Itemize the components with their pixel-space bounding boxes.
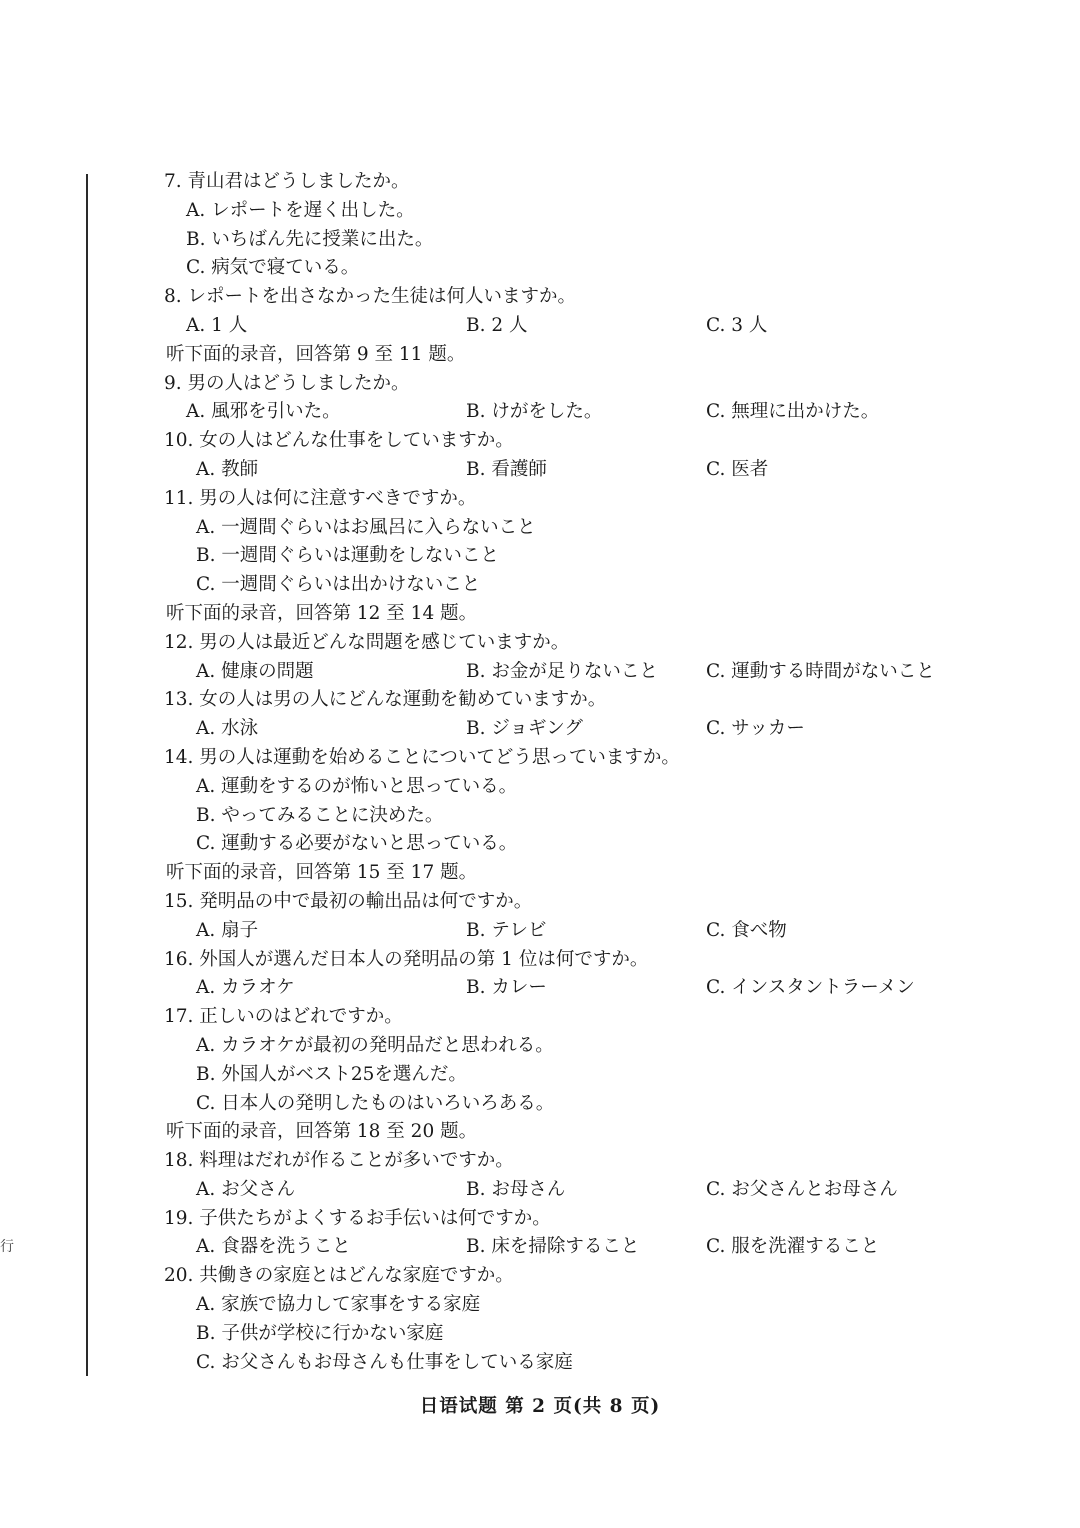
q17-option-a: A. カラオケが最初の発明品だと思われる。 (196, 1034, 554, 1056)
q7-option-a: A. レポートを遅く出した。 (186, 199, 415, 221)
q17-option-b: B. 外国人がベスト25を選んだ。 (196, 1063, 467, 1085)
q9-option-a: A. 風邪を引いた。 (186, 401, 341, 423)
q18-option-a: A. お父さん (196, 1178, 296, 1200)
q12-option-c: C. 運動する時間がないこと (706, 660, 935, 682)
q8-options (164, 312, 1024, 341)
q12-option-b: B. お金が足りないこと (466, 660, 658, 682)
q9-options (164, 398, 1024, 427)
question-7: 7. 青山君はどうしましたか。 (164, 171, 410, 192)
q14-option-b: B. やってみることに決めた。 (196, 804, 444, 826)
q8-option-b: B. 2 人 (466, 314, 528, 336)
q9-option-b: B. けがをした。 (466, 401, 603, 423)
q15-options (164, 917, 1024, 946)
question-list (164, 168, 1024, 1377)
q9-option-c: C. 無理に出かけた。 (706, 401, 880, 423)
q8-option-c: C. 3 人 (706, 314, 768, 336)
q10-option-c: C. 医者 (706, 458, 769, 480)
q13-option-c: C. サッカー (706, 718, 805, 740)
q12-options (164, 658, 1024, 687)
question-15: 15. 発明品の中で最初の輸出品は何ですか。 (164, 890, 533, 912)
question-20: 20. 共働きの家庭とはどんな家庭ですか。 (164, 1265, 514, 1287)
q13-options (164, 715, 1024, 744)
q18-options (164, 1176, 1024, 1205)
q19-option-c: C. 服を洗濯すること (706, 1236, 880, 1258)
q18-option-b: B. お母さん (466, 1178, 566, 1200)
q19-option-a: A. 食器を洗うこと (196, 1236, 351, 1258)
q10-option-b: B. 看護師 (466, 458, 547, 480)
q7-option-c: C. 病気で寝ている。 (186, 257, 360, 279)
q11-option-a: A. 一週間ぐらいはお風呂に入らないこと (196, 516, 536, 538)
q14-option-c: C. 運動する必要がないと思っている。 (196, 833, 518, 855)
q11-option-b: B. 一週間ぐらいは運動をしないこと (196, 545, 499, 567)
question-9: 9. 男の人はどうしましたか。 (164, 372, 410, 394)
q20-option-a: A. 家族で協力して家事をする家庭 (196, 1294, 481, 1316)
q17-option-c: C. 日本人の発明したものはいろいろある。 (196, 1092, 555, 1114)
binding-margin-line (86, 174, 88, 1376)
q16-option-a: A. カラオケ (196, 977, 295, 999)
q12-option-a: A. 健康の問題 (196, 660, 314, 682)
q15-option-b: B. テレビ (466, 919, 547, 941)
section-instruction-9-11: 听下面的录音，回答第 9 至 11 题。 (166, 343, 466, 365)
q20-option-b: B. 子供が学校に行かない家庭 (196, 1322, 444, 1344)
q10-option-a: A. 教師 (196, 458, 259, 480)
q18-option-c: C. お父さんとお母さん (706, 1178, 898, 1200)
q13-option-a: A. 水泳 (196, 718, 259, 740)
section-instruction-18-20: 听下面的录音，回答第 18 至 20 题。 (166, 1121, 478, 1143)
q15-option-a: A. 扇子 (196, 919, 259, 941)
question-19: 19. 子供たちがよくするお手伝いは何ですか。 (164, 1207, 551, 1229)
q15-option-c: C. 食べ物 (706, 919, 787, 941)
question-18: 18. 料理はだれが作ることが多いですか。 (164, 1150, 514, 1172)
question-16: 16. 外国人が選んだ日本人の発明品の第 1 位は何ですか。 (164, 948, 649, 970)
edge-cut-mark: 行 (0, 1239, 14, 1255)
q11-option-c: C. 一週間ぐらいは出かけないこと (196, 574, 481, 596)
section-instruction-15-17: 听下面的录音，回答第 15 至 17 题。 (166, 862, 478, 884)
question-8: 8. レポートを出さなかった生徒は何人いますか。 (164, 286, 577, 308)
q19-option-b: B. 床を掃除すること (466, 1236, 640, 1258)
question-13: 13. 女の人は男の人にどんな運動を勧めていますか。 (164, 689, 607, 711)
q16-option-c: C. インスタントラーメン (706, 977, 915, 999)
q8-option-a: A. 1 人 (186, 314, 248, 336)
question-11: 11. 男の人は何に注意すべきですか。 (164, 487, 477, 509)
section-instruction-12-14: 听下面的录音，回答第 12 至 14 题。 (166, 602, 478, 624)
q20-option-c: C. お父さんもお母さんも仕事をしている家庭 (196, 1351, 573, 1373)
q13-option-b: B. ジョギング (466, 718, 583, 740)
q19-options (164, 1233, 1024, 1262)
q16-option-b: B. カレー (466, 977, 547, 999)
q10-options (164, 456, 1024, 485)
q14-option-a: A. 運動をするのが怖いと思っている。 (196, 775, 518, 797)
q7-option-b: B. いちばん先に授業に出た。 (186, 228, 434, 250)
question-17: 17. 正しいのはどれですか。 (164, 1006, 403, 1028)
question-12: 12. 男の人は最近どんな問題を感じていますか。 (164, 631, 570, 653)
question-14: 14. 男の人は運動を始めることについてどう思っていますか。 (164, 746, 680, 768)
question-10: 10. 女の人はどんな仕事をしていますか。 (164, 430, 514, 452)
q16-options (164, 974, 1024, 1003)
page-footer: 日语试题 第 2 页(共 8 页) (419, 1396, 661, 1417)
